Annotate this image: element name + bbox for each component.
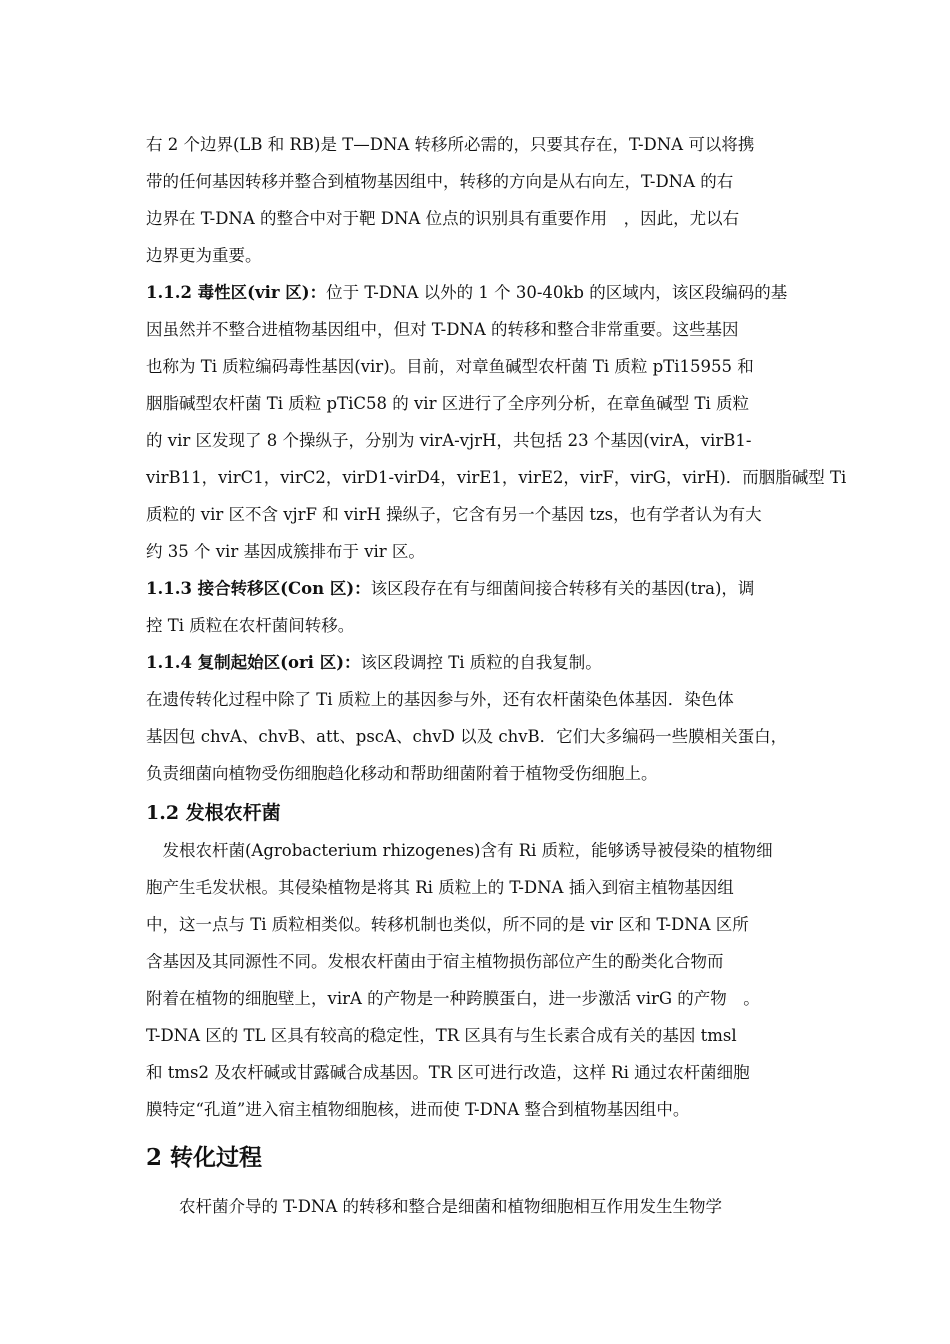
text-line: 胞产生毛发状根。其侵染植物是将其 Ri 质粒上的 T-DNA 插入到宿主植物基因组 bbox=[146, 878, 734, 897]
paragraph-t-dna-borders bbox=[146, 126, 808, 274]
text-line: 中，这一点与 Ti 质粒相类似。转移机制也类似，所不同的是 vir 区和 T-DNA 区所 bbox=[146, 915, 749, 934]
text-line: 的 vir 区发现了 8 个操纵子，分别为 virA-vjrH，共包括 23 个基因(virA，virB1- bbox=[146, 431, 752, 450]
text-line: 膜特定“孔道”进入宿主植物细胞核，进而使 T-DNA 整合到植物基因组中。 bbox=[146, 1100, 690, 1119]
section-ori-region bbox=[146, 644, 808, 681]
section-transformation-process bbox=[146, 1132, 808, 1225]
text-line: 右 2 个边界(LB 和 RB)是 T—DNA 转移所必需的，只要其存在，T-DNA 可以将携 bbox=[146, 135, 755, 154]
text-line: 农杆菌介导的 T-DNA 的转移和整合是细菌和植物细胞相互作用发生生物学 bbox=[146, 1197, 723, 1216]
section-vir-region bbox=[146, 274, 847, 570]
section-heading-con: 1.1.3 接合转移区(Con 区)： bbox=[146, 579, 371, 598]
text-line: 基因包 chvA、chvB、att、pscA、chvD 以及 chvB．它们大多编码一些膜相关蛋白， bbox=[146, 727, 788, 746]
section-agrobacterium-rhizogenes bbox=[146, 794, 808, 1128]
text-line bbox=[146, 570, 808, 607]
text-run: 该区段存在有与细菌间接合转移有关的基因(tra)，调 bbox=[370, 579, 755, 598]
text-line: 边界更为重要。 bbox=[146, 246, 262, 265]
section-heading-vir: 1.1.2 毒性区(vir 区)： bbox=[146, 283, 327, 302]
text-line: 负责细菌向植物受伤细胞趋化移动和帮助细菌附着于植物受伤细胞上。 bbox=[146, 764, 658, 783]
text-line bbox=[146, 644, 808, 681]
text-line: 在遗传转化过程中除了 Ti 质粒上的基因参与外，还有农杆菌染色体基因．染色体 bbox=[146, 690, 734, 709]
text-line: 控 Ti 质粒在农杆菌间转移。 bbox=[146, 616, 355, 635]
section-heading-ori: 1.1.4 复制起始区(ori 区)： bbox=[146, 653, 361, 672]
text-line: 约 35 个 vir 基因成簇排布于 vir 区。 bbox=[146, 542, 425, 561]
text-line: 带的任何基因转移并整合到植物基因组中，转移的方向是从右向左，T-DNA 的右 bbox=[146, 172, 734, 191]
text-run: 该区段调控 Ti 质粒的自我复制。 bbox=[360, 653, 602, 672]
text-line: 也称为 Ti 质粒编码毒性基因(vir)。目前，对章鱼碱型农杆菌 Ti 质粒 pTi15955 和 bbox=[146, 357, 754, 376]
text-line: 和 tms2 及农杆碱或甘露碱合成基因。TR 区可进行改造，这样 Ri 通过农杆菌细胞 bbox=[146, 1063, 750, 1082]
text-line: 含基因及其同源性不同。发根农杆菌由于宿主植物损伤部位产生的酚类化合物而 bbox=[146, 952, 724, 971]
section-heading-rhizogenes: 1.2 发根农杆菌 bbox=[146, 802, 281, 824]
text-line: 发根农杆菌(Agrobacterium rhizogenes)含有 Ri 质粒，能够诱导被侵染的植物细 bbox=[146, 841, 773, 860]
text-line: 附着在植物的细胞壁上，virA 的产物是一种跨膜蛋白，进一步激活 virG 的产物 。 bbox=[146, 989, 760, 1008]
text-line: 胭脂碱型农杆菌 Ti 质粒 pTiC58 的 vir 区进行了全序列分析，在章鱼碱型 Ti 质粒 bbox=[146, 394, 749, 413]
text-line: 边界在 T-DNA 的整合中对于靶 DNA 位点的识别具有重要作用 ，因此，尤以右 bbox=[146, 209, 740, 228]
text-line: 因虽然并不整合进植物基因组中，但对 T-DNA 的转移和整合非常重要。这些基因 bbox=[146, 320, 739, 339]
chapter-heading-transformation: 2 转化过程 bbox=[146, 1144, 263, 1171]
text-line: 质粒的 vir 区不含 vjrF 和 virH 操纵子，它含有另一个基因 tzs，也有学者认为有大 bbox=[146, 505, 762, 524]
text-line: virB11，virC1，virC2，virD1-virD4，virE1，virE2，virF，virG，virH)．而胭脂碱型 Ti bbox=[146, 468, 847, 487]
text-line: T-DNA 区的 TL 区具有较高的稳定性，TR 区具有与生长素合成有关的基因 tmsl bbox=[146, 1026, 737, 1045]
section-con-region bbox=[146, 570, 808, 644]
paragraph-chromosome-genes bbox=[146, 681, 808, 792]
text-run: 位于 T-DNA 以外的 1 个 30-40kb 的区域内，该区段编码的基 bbox=[326, 283, 788, 302]
document-page bbox=[146, 126, 847, 1225]
text-line bbox=[146, 274, 808, 311]
